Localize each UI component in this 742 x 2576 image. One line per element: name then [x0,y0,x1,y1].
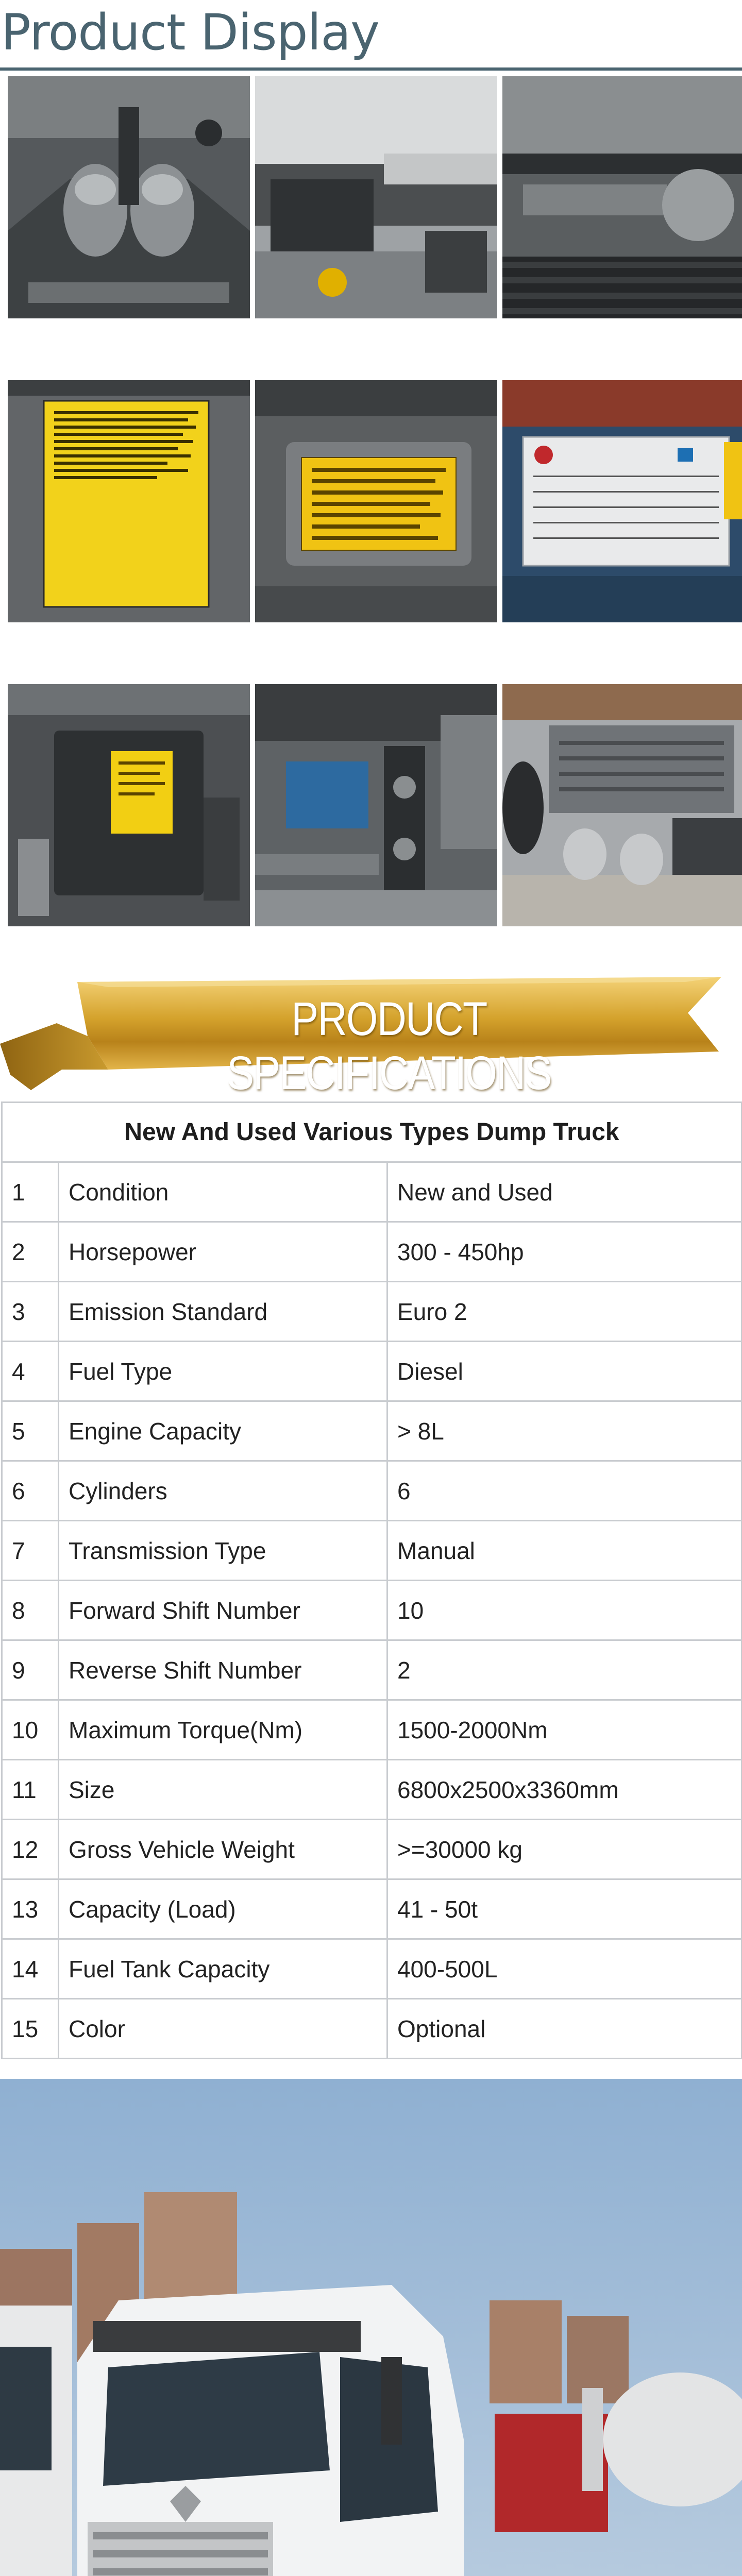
photo-yellow-instruction-plate[interactable] [255,380,497,622]
spec-table [1,1101,742,2059]
spec-table-row [2,1342,742,1401]
spec-row-number: 13 [2,1879,59,1939]
photo-axle-and-tires[interactable] [502,76,742,318]
spec-row-value: > 8L [387,1401,742,1461]
spec-row-value: 300 - 450hp [387,1222,742,1282]
spec-row-name: Cylinders [59,1461,387,1521]
spec-row-number: 5 [2,1401,59,1461]
spec-row-value: Euro 2 [387,1282,742,1342]
spec-row-name: Gross Vehicle Weight [59,1820,387,1879]
spec-table-row [2,1760,742,1820]
banner-title: PRODUCT SPECIFICATIONS [227,993,551,1099]
spec-row-number: 4 [2,1342,59,1401]
spec-row-value: Manual [387,1521,742,1581]
spec-row-name: Maximum Torque(Nm) [59,1700,387,1760]
spec-table-row [2,1401,742,1461]
spec-row-name: Emission Standard [59,1282,387,1342]
spec-table-row [2,1581,742,1640]
spec-table-row [2,1820,742,1879]
page-title: Product Display [1,4,379,61]
photo-engine-air-tanks[interactable] [8,76,250,318]
spec-row-name: Capacity (Load) [59,1879,387,1939]
spec-row-value: 41 - 50t [387,1879,742,1939]
spec-row-value: 2 [387,1640,742,1700]
spec-row-name: Transmission Type [59,1521,387,1581]
spec-table-title: New And Used Various Types Dump Truck [2,1103,742,1162]
spec-table-row [2,1700,742,1760]
product-specifications-banner [0,946,742,1100]
spec-row-name: Reverse Shift Number [59,1640,387,1700]
spec-row-name: Forward Shift Number [59,1581,387,1640]
spec-row-name: Size [59,1760,387,1820]
spec-table-row [2,1282,742,1342]
header-divider [0,67,742,71]
spec-table-row [2,1461,742,1521]
spec-row-name: Fuel Type [59,1342,387,1401]
spec-row-number: 9 [2,1640,59,1700]
spec-row-name: Engine Capacity [59,1401,387,1461]
spec-row-value: New and Used [387,1162,742,1222]
spec-table-row [2,1999,742,2059]
spec-row-value: 6 [387,1461,742,1521]
spec-row-value: Optional [387,1999,742,2059]
spec-table-row [2,1640,742,1700]
spec-row-number: 6 [2,1461,59,1521]
spec-row-name: Horsepower [59,1222,387,1282]
spec-row-number: 11 [2,1760,59,1820]
photo-white-howo-truck[interactable] [0,2079,742,2576]
photo-truck-chassis-side[interactable] [255,76,497,318]
spec-row-name: Fuel Tank Capacity [59,1939,387,1999]
page-header [0,0,742,72]
photo-diesel-engine-nameplate[interactable] [502,380,742,622]
spec-row-number: 1 [2,1162,59,1222]
spec-table-row [2,1879,742,1939]
spec-row-number: 14 [2,1939,59,1999]
spec-row-number: 2 [2,1222,59,1282]
spec-table-row [2,1521,742,1581]
spec-table-container [0,1101,742,2059]
spec-row-number: 7 [2,1521,59,1581]
spec-row-value: 400-500L [387,1939,742,1999]
spec-row-number: 15 [2,1999,59,2059]
spec-row-name: Color [59,1999,387,2059]
spec-row-value: 6800x2500x3360mm [387,1760,742,1820]
spec-row-name: Condition [59,1162,387,1222]
spec-row-value: >=30000 kg [387,1820,742,1879]
spec-table-row [2,1939,742,1999]
photo-rear-bogie[interactable] [502,684,742,926]
spec-row-value: 10 [387,1581,742,1640]
spec-row-number: 10 [2,1700,59,1760]
spec-row-value: Diesel [387,1342,742,1401]
photo-battery-box[interactable] [8,684,250,926]
spec-table-row [2,1222,742,1282]
spec-row-number: 3 [2,1282,59,1342]
spec-row-value: 1500-2000Nm [387,1700,742,1760]
spec-row-number: 12 [2,1820,59,1879]
spec-table-body [2,1162,742,2059]
spec-table-row [2,1162,742,1222]
product-photo-grid [0,72,742,934]
spec-table-header-row [2,1103,742,1162]
spec-row-number: 8 [2,1581,59,1640]
photo-fuel-tank-caution-label[interactable] [8,380,250,622]
photo-frame-suspension[interactable] [255,684,497,926]
